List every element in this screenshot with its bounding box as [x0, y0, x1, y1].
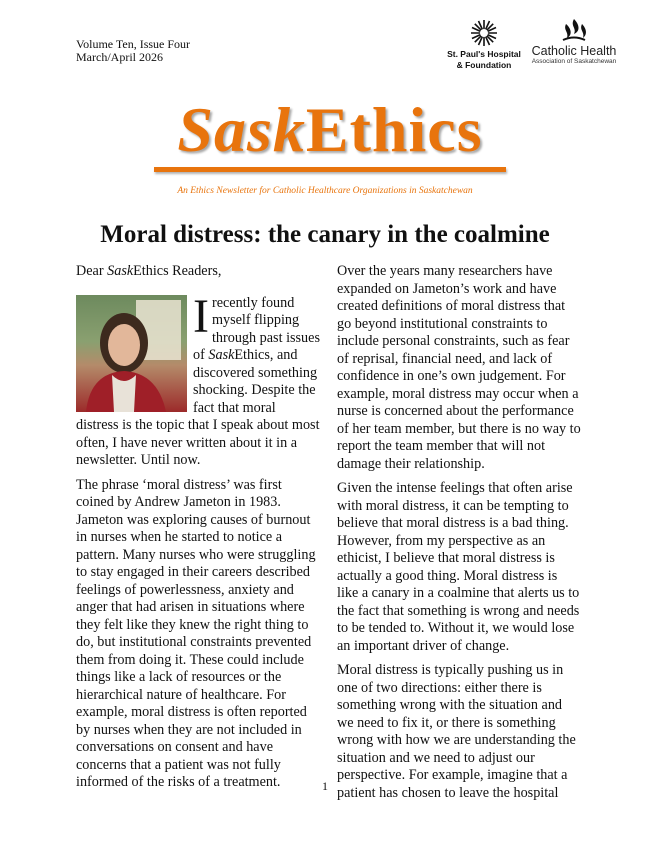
- salutation-post: Ethics Readers,: [133, 263, 222, 279]
- title-rest: Ethics: [305, 94, 483, 165]
- drop-cap: I: [193, 289, 209, 343]
- salutation-pre: Dear: [76, 263, 108, 279]
- catholic-health-name: Catholic Health: [531, 44, 617, 58]
- issue-date: March/April 2026: [76, 50, 163, 64]
- catholic-health-sub: Association of Saskatchewan: [531, 58, 617, 65]
- newsletter-title: [150, 95, 510, 165]
- masthead-rule: [154, 167, 506, 172]
- intro-italic: Sask: [208, 347, 235, 363]
- page-number: 1: [322, 779, 328, 793]
- intro-paragraph: [76, 289, 320, 470]
- issue-volume: Volume Ten, Issue Four: [76, 37, 191, 51]
- flame-icon: [557, 18, 591, 44]
- left-column: [76, 263, 320, 799]
- paragraph-definitions: Over the years many researchers have expanded on Jameton’s work and have created definitions of moral distress that go beyond institutional constraints to include personal constraints, such as fear of reprisal, financial need, and lack of confidence in one’s own judgement. For example, moral distress may occur when a nurse is concerned about the performance of her team member, but there is no way to report the team member that will not damage their relationship.: [337, 263, 581, 472]
- salutation-italic: Sask: [107, 263, 134, 279]
- intro-text-b: Ethics, and discovered something shocking. Despite the fact that moral distress is the topic that I speak about most often, I have never written about it in a newsletter. Until now.: [76, 347, 320, 468]
- st-pauls-name-line2: & Foundation: [456, 60, 512, 70]
- st-pauls-name-line1: St. Paul's Hospital: [447, 49, 521, 59]
- tagline: An Ethics Newsletter for Catholic Healthcare Organizations in Saskatchewan: [177, 186, 473, 196]
- masthead: [150, 95, 510, 172]
- author-photo: [76, 295, 187, 412]
- salutation: [76, 263, 320, 281]
- title-italic: Sask: [177, 94, 306, 165]
- catholic-health-logo: [524, 18, 624, 65]
- st-pauls-logo: [446, 18, 522, 70]
- paragraph-directions: Moral distress is typically pushing us in one of two directions: either there is something wrong with the situation and we need to fix it, or there is something wrong with how we are understanding the situation and we need to adjust our perspective. For example, imagine that a patient has chosen to leave the hospital: [337, 662, 576, 801]
- article-headline: Moral distress: the canary in the coalmine: [100, 221, 550, 248]
- sponsor-logos: [446, 18, 626, 70]
- paragraph-canary: Given the intense feelings that often arise with moral distress, it can be tempting to believe that moral distress is a bad thing. However, from my perspective as an ethicist, I believe that moral distress is actually a good thing. Moral distress is like a canary in a coalmine that alerts us to the fact that something is wrong and needs to be tended to. Without it, we would lose an important driver of change.: [337, 480, 580, 654]
- issue-info: [76, 38, 190, 64]
- right-column: [337, 263, 581, 809]
- paragraph-origin: The phrase ‘moral distress’ was first coined by Andrew Jameton in 1983. Jameton was exploring causes of burnout in nurses when he started to notice a pattern. Many nurses who were struggling to stay engaged in their careers described feelings of powerlessness, anxiety and anger that had arisen in situations where they felt like they knew the right thing to do, but institutional constraints prevented them from doing it. These could include things like a lack of resources or the hierarchical nature of healthcare. For example, moral distress is often reported by nurses when they are not included in conversations on consent and have concerns that a patient was not fully informed of the risks of a treatment.: [76, 476, 316, 790]
- sunburst-cross-icon: [469, 18, 499, 48]
- intro-text-a: recently found myself flipping through past issues of: [193, 294, 320, 363]
